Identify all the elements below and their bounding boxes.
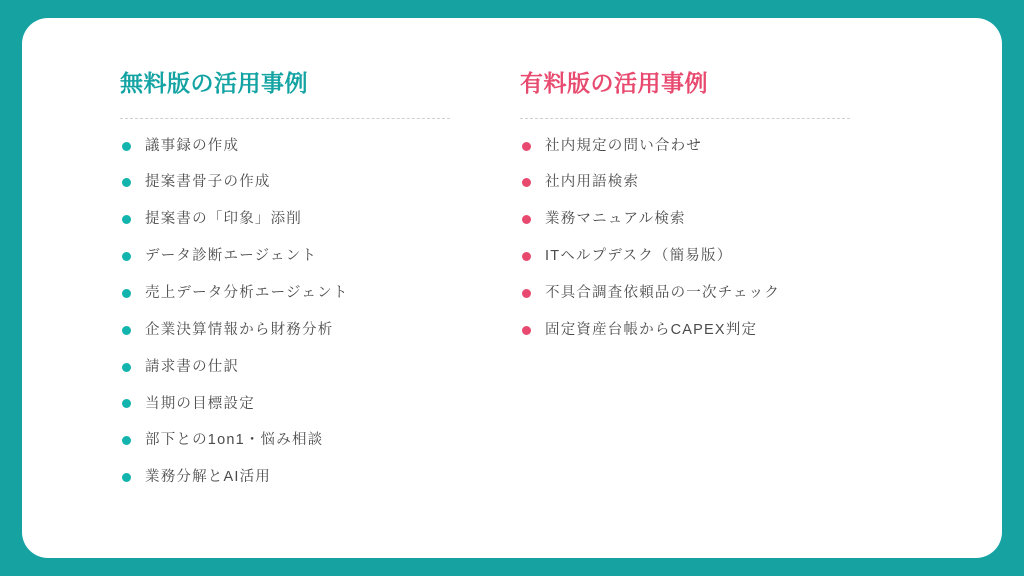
bullet-dot-icon	[122, 289, 131, 298]
use-case-label: 当期の目標設定	[145, 395, 255, 412]
list-item	[120, 284, 482, 303]
use-case-label: 企業決算情報から財務分析	[145, 321, 334, 338]
use-case-label: 不具合調査依頼品の一次チェック	[545, 284, 781, 301]
list-item	[520, 210, 932, 229]
use-case-label: データ診断エージェント	[145, 248, 318, 265]
bullet-dot-icon	[122, 363, 131, 372]
columns-container	[22, 18, 1002, 558]
list-item	[520, 284, 932, 303]
column-divider-free	[120, 118, 450, 119]
use-case-label: 提案書骨子の作成	[145, 174, 271, 191]
list-item	[120, 358, 482, 377]
use-case-list-free	[120, 137, 482, 487]
bullet-dot-icon	[522, 289, 531, 298]
use-case-label: 業務分解とAI活用	[145, 469, 271, 486]
bullet-dot-icon	[122, 326, 131, 335]
use-case-label: 社内用語検索	[545, 174, 640, 191]
bullet-dot-icon	[122, 473, 131, 482]
bullet-dot-icon	[522, 142, 531, 151]
use-case-label: 部下との1on1・悩み相談	[145, 432, 324, 449]
list-item	[120, 321, 482, 340]
list-item	[520, 173, 932, 192]
bullet-dot-icon	[122, 178, 131, 187]
bullet-dot-icon	[522, 178, 531, 187]
bullet-dot-icon	[522, 215, 531, 224]
column-free-plan	[62, 70, 512, 558]
bullet-dot-icon	[122, 215, 131, 224]
bullet-dot-icon	[122, 142, 131, 151]
use-case-label: 売上データ分析エージェント	[145, 284, 349, 301]
use-case-label: ITヘルプデスク（簡易版）	[545, 248, 733, 265]
bullet-dot-icon	[122, 252, 131, 261]
list-item	[120, 137, 482, 156]
list-item	[120, 247, 482, 266]
use-case-label: 提案書の「印象」添削	[145, 211, 302, 228]
list-item	[120, 468, 482, 487]
list-item	[520, 321, 932, 340]
bullet-dot-icon	[122, 436, 131, 445]
use-case-label: 社内規定の問い合わせ	[545, 137, 702, 154]
use-case-label: 議事録の作成	[145, 137, 240, 154]
list-item	[120, 431, 482, 450]
bullet-dot-icon	[522, 252, 531, 261]
list-item	[120, 395, 482, 414]
use-case-list-paid	[520, 137, 932, 340]
use-case-label: 固定資産台帳からCAPEX判定	[545, 321, 758, 338]
list-item	[520, 247, 932, 266]
column-paid-plan	[512, 70, 962, 558]
content-card	[22, 18, 1002, 558]
column-title-free: 無料版の活用事例	[120, 70, 308, 96]
use-case-label: 請求書の仕訳	[145, 358, 240, 375]
list-item	[120, 173, 482, 192]
use-case-label: 業務マニュアル検索	[545, 211, 686, 228]
list-item	[120, 210, 482, 229]
column-title-paid: 有料版の活用事例	[520, 70, 708, 96]
bullet-dot-icon	[122, 399, 131, 408]
list-item	[520, 137, 932, 156]
column-divider-paid	[520, 118, 850, 119]
bullet-dot-icon	[522, 326, 531, 335]
